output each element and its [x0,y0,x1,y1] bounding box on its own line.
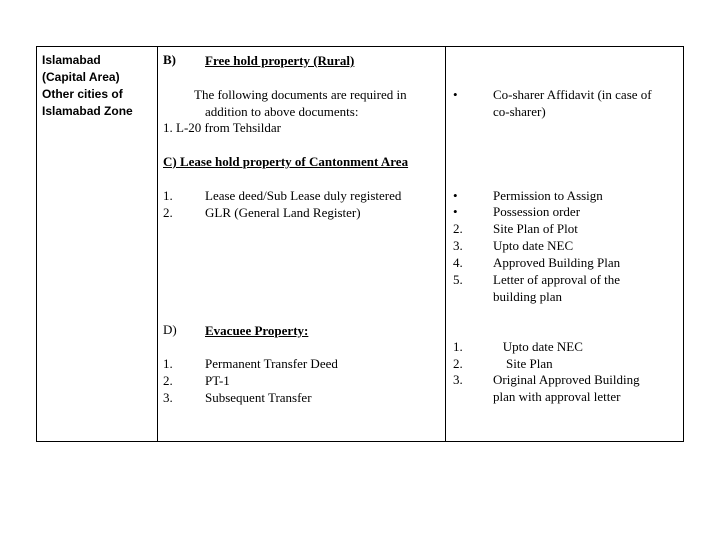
section-b-intro-line1: The following documents are required in [194,87,407,102]
list-number: 4. [453,255,463,270]
section-b-intro-line2: addition to above documents: [205,104,359,119]
list-number: 1. [163,356,173,371]
section-b-right-text: Co-sharer Affidavit (in case of co-sharer) [493,87,652,119]
list-number: 3. [163,390,173,405]
section-d-left-item-2: PT-1 [205,373,230,388]
bullet-marker: • [453,87,458,102]
section-d-right-item-1: Upto date NEC [493,339,583,354]
section-c-right-item-2: Possession order [493,204,581,219]
list-number: 2. [453,221,463,236]
section-b-title: Free hold property (Rural) [205,53,355,68]
location-line-4: Islamabad Zone [42,104,133,118]
list-number: 2. [163,373,173,388]
section-d-left-item-3: Subsequent Transfer [205,390,312,405]
section-b-item-1: 1. L-20 from Tehsildar [163,120,281,135]
section-c-right-item-5: Approved Building Plan [493,255,621,270]
section-c-right-item-1: Permission to Assign [493,188,603,203]
list-number: 5. [453,272,463,287]
list-number: 3. [453,372,463,387]
section-c-right-item-4: Upto date NEC [493,238,574,253]
list-number: 1. [453,339,463,354]
section-c-right-item-6: Letter of approval of the building plan [493,272,621,304]
location-line-1: Islamabad [42,53,101,67]
bullet-marker: • [453,204,458,219]
section-d-title: Evacuee Property: [205,323,309,338]
list-number: 2. [163,205,173,220]
section-d-left-item-1: Permanent Transfer Deed [205,356,338,371]
section-d-right-item-2: Site Plan [493,356,553,371]
bullet-marker: • [453,188,458,203]
section-c-title: C) Lease hold property of Cantonment Area [163,154,409,169]
section-d-label: D) [163,322,177,337]
column-divider-2 [445,47,446,441]
section-c-left-item-1: Lease deed/Sub Lease duly registered [205,188,402,203]
section-c-left-item-2: GLR (General Land Register) [205,205,361,220]
column-divider-1 [157,47,158,441]
section-c-right-item-3: Site Plan of Plot [493,221,578,236]
list-number: 1. [163,188,173,203]
section-b-label: B) [163,52,176,67]
location-line-2: (Capital Area) [42,70,120,84]
list-number: 3. [453,238,463,253]
section-d-right-item-3: Original Approved Building plan with approval letter [493,372,640,404]
list-number: 2. [453,356,463,371]
location-line-3: Other cities of [42,87,123,101]
